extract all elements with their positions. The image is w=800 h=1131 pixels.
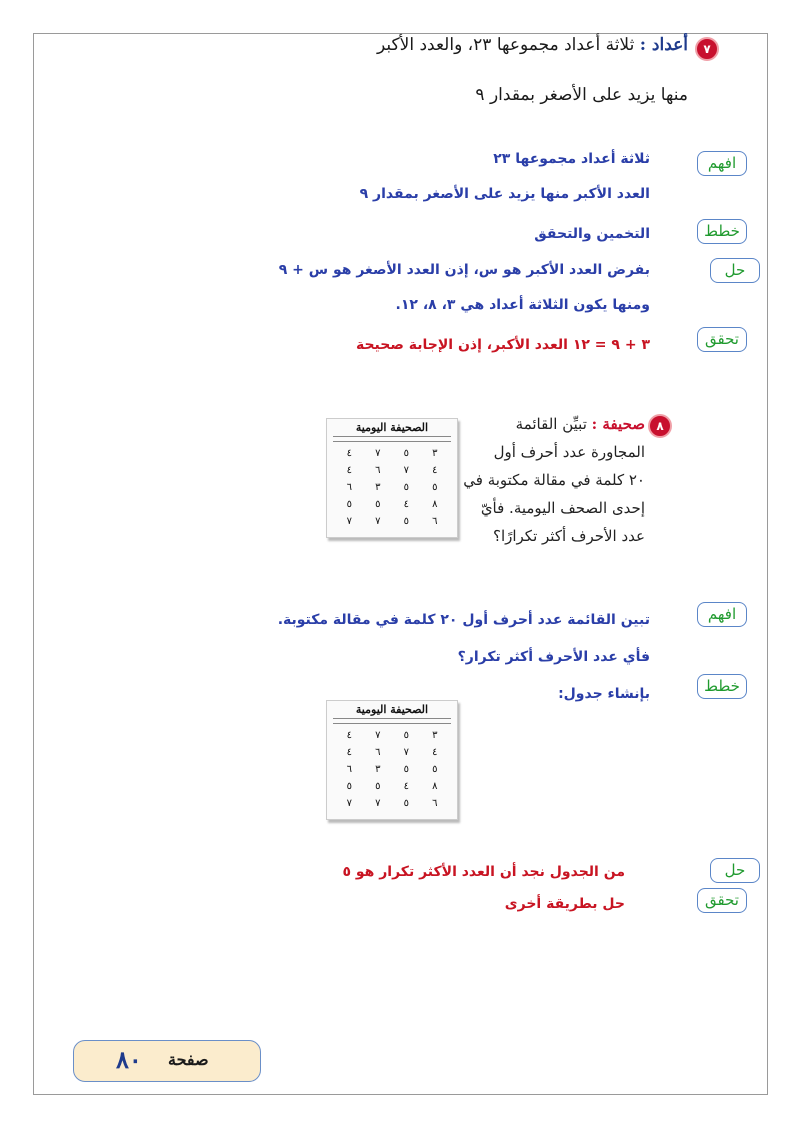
newspaper-cell: ٧ [375, 730, 381, 741]
newspaper-cell: ٦ [346, 482, 352, 493]
newspaper-cell: ٤ [403, 499, 409, 510]
newspaper-cell: ٥ [346, 781, 352, 792]
newspaper-cell: ٧ [375, 798, 381, 809]
newspaper-cell: ٧ [375, 516, 381, 527]
newspaper-cell: ٥ [403, 448, 409, 459]
tag-solve-q7: حل [710, 258, 760, 283]
question-8-line-1 [445, 410, 645, 438]
newspaper-cell: ٤ [346, 448, 352, 459]
newspaper-cell: ٦ [375, 747, 381, 758]
question-8-line-3: ٢٠ كلمة في مقالة مكتوبة في [463, 471, 645, 489]
q7-understand-2: العدد الأكبر منها يزيد على الأصغر بمقدار ٩ [359, 186, 650, 202]
q7-understand-1: ثلاثة أعداد مجموعها ٢٣ [493, 151, 650, 167]
question-8-text [445, 410, 645, 550]
newspaper-image-2 [326, 700, 458, 820]
newspaper-header-rule-2 [333, 718, 451, 724]
newspaper-cell: ٣ [375, 482, 381, 493]
newspaper-cell: ٥ [375, 499, 381, 510]
newspaper-cell: ٨ [432, 781, 438, 792]
question-8-line-2: المجاورة عدد أحرف أول [493, 443, 645, 461]
q7-solve-2: ومنها يكون الثلاثة أعداد هي ٣، ٨، ١٢. [395, 297, 650, 313]
tag-plan-q8: خطط [697, 674, 747, 699]
newspaper-cell: ٦ [432, 516, 438, 527]
q8-understand-1: تبين القائمة عدد أحرف أول ٢٠ كلمة في مقالة مكتوبة. [277, 612, 650, 628]
newspaper-cell: ٤ [432, 747, 438, 758]
page-label: صفحة [168, 1050, 209, 1069]
newspaper-cell: ٣ [375, 764, 381, 775]
tag-understand-q7: افهم [697, 151, 747, 176]
newspaper-image [326, 418, 458, 538]
newspaper-cell: ٣ [432, 448, 438, 459]
newspaper-title: الصحيفة اليومية [355, 421, 429, 434]
tag-understand-q8: افهم [697, 602, 747, 627]
q8-plan: بإنشاء جدول: [558, 686, 650, 702]
newspaper-cell: ٦ [346, 764, 352, 775]
q7-check: ٣ + ٩ = ١٢ العدد الأكبر، إذن الإجابة صحيحة [355, 337, 650, 353]
q8-understand-2: فأي عدد الأحرف أكثر تكرار؟ [457, 649, 650, 665]
page-number: ٨٠ [116, 1045, 142, 1074]
question-7-line-1 [228, 35, 688, 55]
newspaper-cell: ٤ [432, 465, 438, 476]
tag-check-q8: تحقق [697, 888, 747, 913]
newspaper-cell: ٧ [346, 516, 352, 527]
q7-plan: التخمين والتحقق [534, 226, 650, 242]
newspaper-grid [327, 444, 457, 537]
tag-solve-q8: حل [710, 858, 760, 883]
newspaper-cell: ٣ [432, 730, 438, 741]
newspaper-cell: ٥ [403, 730, 409, 741]
newspaper-cell: ٧ [346, 798, 352, 809]
newspaper-title-2: الصحيفة اليومية [355, 703, 429, 716]
newspaper-cell: ٤ [346, 730, 352, 741]
newspaper-cell: ٤ [346, 747, 352, 758]
newspaper-grid-2 [327, 726, 457, 819]
question-8-line-5: عدد الأحرف أكثر تكرارًا؟ [492, 527, 645, 545]
question-8-line-1-text: تبيِّن القائمة [515, 415, 587, 433]
newspaper-cell: ٥ [403, 798, 409, 809]
question-8-keyword: صحيفة : [591, 415, 645, 433]
newspaper-cell: ٥ [375, 781, 381, 792]
newspaper-header-rule [333, 436, 451, 442]
q7-solve-1: بفرض العدد الأكبر هو س، إذن العدد الأصغر هو س + ٩ [278, 262, 650, 278]
newspaper-cell: ٧ [403, 747, 409, 758]
newspaper-cell: ٥ [346, 499, 352, 510]
newspaper-cell: ٥ [432, 764, 438, 775]
newspaper-cell: ٥ [403, 764, 409, 775]
newspaper-cell: ٥ [403, 516, 409, 527]
q8-solve: من الجدول نجد أن العدد الأكثر تكرار هو ٥ [342, 864, 625, 880]
newspaper-cell: ٥ [432, 482, 438, 493]
tag-check-q7: تحقق [697, 327, 747, 352]
question-8-line-4: إحدى الصحف اليومية. فأيّ [480, 499, 645, 517]
question-8-badge: ٨ [648, 414, 672, 438]
newspaper-cell: ٨ [432, 499, 438, 510]
newspaper-cell: ٤ [346, 465, 352, 476]
question-7-badge: ٧ [695, 37, 719, 61]
q8-check: حل بطريقة أخرى [504, 896, 625, 912]
newspaper-cell: ٧ [375, 448, 381, 459]
newspaper-cell: ٤ [403, 781, 409, 792]
newspaper-cell: ٧ [403, 465, 409, 476]
page-number-box [73, 1040, 261, 1082]
tag-plan-q7: خطط [697, 219, 747, 244]
question-7-line-2: منها يزيد على الأصغر بمقدار ٩ [475, 85, 688, 105]
question-7-keyword: أعداد : [639, 35, 688, 55]
newspaper-cell: ٦ [432, 798, 438, 809]
newspaper-cell: ٥ [403, 482, 409, 493]
newspaper-cell: ٦ [375, 465, 381, 476]
question-7-text-1: ثلاثة أعداد مجموعها ٢٣، والعدد الأكبر [377, 35, 635, 55]
